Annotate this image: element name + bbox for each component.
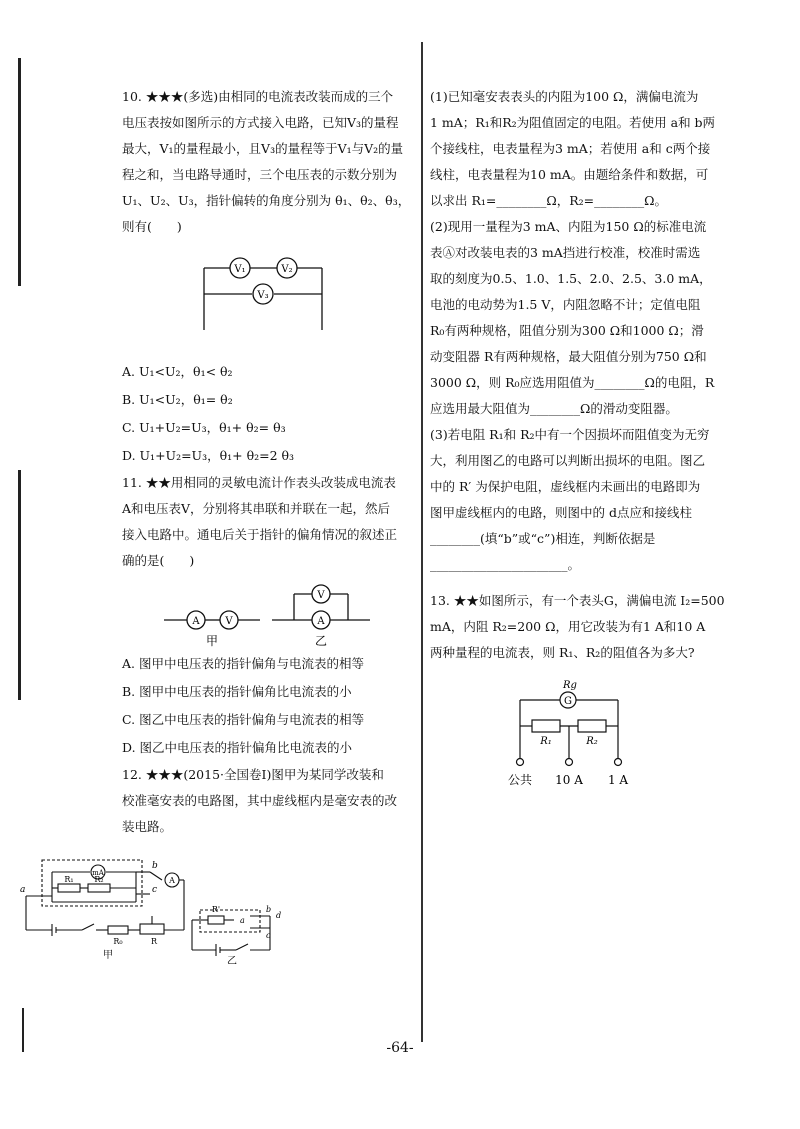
- question-10-option-a: A. U₁<U₂，θ₁< θ₂: [122, 364, 233, 379]
- yi-ammeter-label: A: [317, 616, 325, 627]
- yi-terminal-a: a: [240, 916, 245, 925]
- jia-voltmeter-label: V: [225, 616, 233, 627]
- question-12-part-2-line: R₀有两种规格，阻值分别为300 Ω和1000 Ω；滑: [430, 323, 704, 338]
- question-10-text-line: 程之和，当电路导通时，三个电压表的示数分别为: [122, 167, 398, 182]
- figure-yi-caption: 乙: [227, 956, 237, 964]
- question-11-option-c: C. 图乙中电压表的指针偏角与电流表的相等: [122, 712, 365, 727]
- common-terminal-label: 公共: [507, 773, 533, 787]
- question-12-part-1-line: (1)已知毫安表表头的内阻为100 Ω，满偏电流为: [430, 89, 699, 104]
- question-11: [122, 470, 412, 762]
- question-12-part-2-line: 表Ⓐ对改装电表的3 mA挡进行校准，校准时需选: [430, 245, 701, 260]
- question-11-option-b: B. 图甲中电压表的指针偏角比电流表的小: [122, 684, 352, 699]
- question-12-part-3: [430, 422, 720, 578]
- r2-label: R₂: [586, 736, 598, 747]
- jia-rheostat-label: R: [150, 937, 158, 946]
- common-terminal: [517, 759, 524, 766]
- r1-resistor: [532, 720, 560, 732]
- question-12-part-3-line: ______________________。: [430, 557, 581, 572]
- page-number: -64-: [386, 1040, 414, 1056]
- jia-r2-label: R₂: [94, 875, 104, 884]
- ten-amp-terminal: [566, 759, 573, 766]
- yi-rprime-label: R': [211, 905, 221, 914]
- jia-terminal-b: b: [152, 861, 158, 871]
- question-11-text-line: 确的是( ): [122, 553, 195, 568]
- question-12-part-2: [430, 214, 720, 422]
- binding-margin-line: [18, 58, 21, 286]
- figure-jia-caption: 甲: [205, 634, 219, 648]
- ammeter-voltmeter-diagram: [122, 574, 412, 650]
- question-12-part-3-line: 图甲虚线框内的电路，则图中的 d点应和接线柱: [430, 505, 692, 520]
- question-13-text-line: mA，内阻 R₂=200 Ω，用它改装为有1 A和10 A: [430, 619, 706, 634]
- question-12-part-2-line: (2)现用一量程为3 mA、内阻为150 Ω的标准电流: [430, 219, 707, 234]
- question-11-text-line: A和电压表V，分别将其串联和并联在一起，然后: [122, 501, 391, 516]
- figure-jia-caption: 甲: [103, 950, 113, 961]
- question-12-part-3-line: 大，利用图乙的电路可以判断出损坏的电阻。图乙: [430, 453, 706, 468]
- question-12-part-2-line: 电池的电动势为1.5 V，内阻忽略不计；定值电阻: [430, 297, 701, 312]
- jia-r0-resistor: [108, 926, 128, 934]
- question-12: [20, 762, 412, 964]
- question-12-text-line: 12. ★★★(2015·全国卷Ⅰ)图甲为某同学改装和: [122, 767, 384, 782]
- voltmeter-v3-label: V₃: [257, 290, 269, 301]
- question-13: [430, 588, 725, 790]
- question-12-part-2-line: 取的刻度为0.5、1.0、1.5、2.0、2.5、3.0 mA，: [430, 271, 712, 286]
- question-10-text-line: 电压表按如图所示的方式接入电路，已知V₃的量程: [122, 115, 399, 130]
- question-12-part-1-line: 以求出 R₁=________Ω，R₂=________Ω。: [430, 193, 667, 208]
- jia-r2-resistor: [88, 884, 110, 892]
- jia-standard-ammeter-label: A: [169, 876, 175, 885]
- jia-milliammeter-label: mA: [92, 869, 104, 877]
- question-10-text-line: 则有( ): [122, 219, 182, 234]
- question-12-part-3-line: ________(填“b”或“c”)相连，判断依据是: [430, 531, 656, 546]
- jia-rheostat: [140, 924, 164, 934]
- question-12-part-3-line: 中的 R′ 为保护电阻，虚线框内未画出的电路即为: [430, 479, 701, 494]
- yi-dashed-box: [200, 910, 260, 932]
- question-12-text-line: 装电路。: [122, 819, 173, 834]
- one-amp-terminal: [615, 759, 622, 766]
- question-12-part-2-line: 动变阻器 R有两种规格，最大阻值分别为750 Ω和: [430, 349, 707, 364]
- jia-r1-label: R₁: [64, 875, 74, 884]
- jia-r1-resistor: [58, 884, 80, 892]
- rg-label: Rg: [563, 680, 577, 691]
- r1-label: R₁: [540, 736, 552, 747]
- question-11-option-a: A. 图甲中电压表的指针偏角与电流表的相等: [122, 656, 364, 671]
- voltmeter-v1-label: V₁: [234, 264, 246, 275]
- yi-voltmeter-label: V: [317, 590, 325, 601]
- question-12-part-1-line: 1 mA；R₁和R₂为阻值固定的电阻。若使用 a和 b两: [430, 115, 716, 130]
- question-12-text-line: 校准毫安表的电路图，其中虚线框内是毫安表的改: [122, 793, 398, 808]
- figure-yi-caption: 乙: [314, 634, 328, 648]
- jia-terminal-c: c: [152, 885, 158, 895]
- one-amp-terminal-label: 1 A: [607, 773, 629, 787]
- question-10-text-line: U₁、U₂、U₃，指针偏转的角度分别为 θ₁、θ₂、θ₃，: [122, 193, 411, 208]
- question-11-option-d: D. 图乙中电压表的指针偏角比电流表的小: [122, 740, 353, 755]
- question-12-part-1-line: 个接线柱，电表量程为3 mA；若使用 a和 c两个接: [430, 141, 711, 156]
- ten-amp-terminal-label: 10 A: [555, 773, 583, 787]
- left-column: [20, 84, 412, 964]
- question-10-option-c: C. U₁+U₂=U₃，θ₁+ θ₂= θ₃: [122, 420, 286, 435]
- yi-terminal-d: d: [276, 911, 282, 920]
- question-12-part-2-line: 3000 Ω，则 R₀应选用阻值为________Ω的电阻，R: [430, 375, 715, 390]
- yi-terminal-b: b: [266, 905, 272, 914]
- question-13-text-line: 两种量程的电流表，则 R₁、R₂的阻值各为多大?: [430, 645, 695, 660]
- question-10-text-line: 最大，V₁的量程最小，且V₃的量程等于V₁与V₂的量: [122, 141, 404, 156]
- galvanometer-shunt-diagram: [430, 674, 720, 790]
- question-10-text-line: 10. ★★★(多选)由相同的电流表改装而成的三个: [122, 89, 394, 104]
- voltmeter-circuit-diagram: [122, 240, 412, 358]
- question-10: [122, 84, 412, 470]
- question-12-part-1-line: 线柱，电表量程为10 mA。由题给条件和数据，可: [430, 167, 709, 182]
- jia-ammeter-label: A: [192, 616, 200, 627]
- question-12-part-2-line: 应选用最大阻值为________Ω的滑动变阻器。: [430, 401, 678, 416]
- column-divider: [421, 42, 423, 1042]
- galvanometer-label: G: [564, 696, 572, 707]
- jia-r0-label: R₀: [113, 937, 123, 946]
- question-10-option-d: D. U₁+U₂=U₃，θ₁+ θ₂=2 θ₃: [122, 448, 295, 463]
- right-column: [430, 84, 725, 790]
- yi-rprime-resistor: [208, 916, 224, 924]
- question-10-option-b: B. U₁<U₂，θ₁= θ₂: [122, 392, 233, 407]
- question-11-text-line: 接入电路中。通电后关于指针的偏角情况的叙述正: [122, 527, 398, 542]
- voltmeter-v2-label: V₂: [281, 264, 293, 275]
- r2-resistor: [578, 720, 606, 732]
- yi-terminal-c: c: [266, 931, 271, 940]
- question-12-part-3-line: (3)若电阻 R₁和 R₂中有一个因损坏而阻值变为无穷: [430, 427, 710, 442]
- milliammeter-calibration-diagram: [12, 846, 302, 964]
- question-12-part-1: [430, 84, 720, 214]
- binding-margin-line: [18, 470, 21, 700]
- question-11-text-line: 11. ★★用相同的灵敏电流计作表头改装成电流表: [122, 475, 396, 490]
- question-13-text-line: 13. ★★如图所示，有一个表头G，满偏电流 I₂=500: [430, 593, 725, 608]
- jia-terminal-a: a: [20, 885, 26, 895]
- jia-dashed-box: [42, 860, 142, 906]
